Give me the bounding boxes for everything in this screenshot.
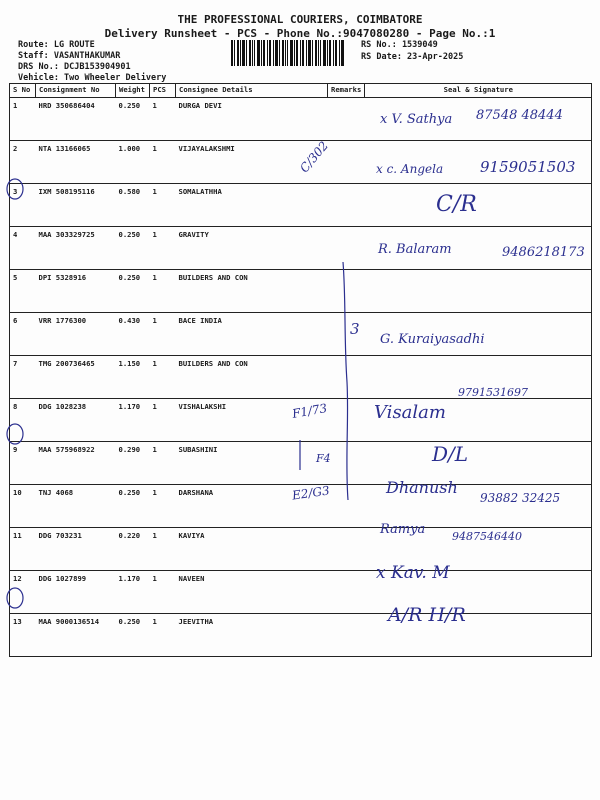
handwritten-remark-9: F4 [316,452,331,465]
cell-consignee: DURGA DEVI [176,98,328,141]
col-header-signature: Seal & Signature [365,84,592,98]
cell-consignment: TMG 200736465 [36,356,116,399]
cell-pcs: 1 [150,399,176,442]
cell-weight: 1.170 [116,399,150,442]
cell-consignee: GRAVITY [176,227,328,270]
cell-weight: 0.250 [116,98,150,141]
cell-consignment: DDG 1028238 [36,399,116,442]
col-header-pcs: PCS [150,84,176,98]
vehicle-label: Vehicle: Two Wheeler Delivery [18,73,167,83]
handwritten-phone-10: 93882 32425 [480,491,561,505]
handwritten-phone-2: 9159051503 [480,158,576,176]
cell-sno: 10 [10,485,36,528]
cell-sno: 13 [10,614,36,657]
cell-sno: 9 [10,442,36,485]
route-label: Route: LG ROUTE [18,40,95,50]
cell-consignee: SOMALATHHA [176,184,328,227]
handwritten-phone-8: 9791531697 [458,386,528,399]
handwritten-signature-11: Ramya [380,522,426,537]
cell-consignee: KAVIYA [176,528,328,571]
cell-weight: 1.000 [116,141,150,184]
cell-pcs: 1 [150,184,176,227]
cell-weight: 0.250 [116,614,150,657]
circle-mark-row-13 [7,588,23,608]
handwritten-phone-4: 9486218173 [502,245,585,260]
cell-sno: 1 [10,98,36,141]
runsheet-subtitle: Delivery Runsheet - PCS - Phone No.:9047080280 - Page No.:1 [104,27,496,40]
cell-pcs: 1 [150,485,176,528]
handwritten-signature-3: C/R [436,192,477,217]
staff-label: Staff: VASANTHAKUMAR [18,51,121,61]
cell-weight: 0.250 [116,227,150,270]
cell-weight: 1.170 [116,571,150,614]
col-header-sno: S No [10,84,36,98]
drs-label: DRS No.: DCJB153904901 [18,62,131,72]
cell-consignment: VRR 1776300 [36,313,116,356]
cell-pcs: 1 [150,227,176,270]
company-title: THE PROFESSIONAL COURIERS, COIMBATORE [177,13,423,26]
handwritten-remark-10: E2/G3 [291,483,331,503]
cell-consignment: TNJ 4068 [36,485,116,528]
handwritten-signature-6: G. Kuraiyasadhi [380,332,485,347]
handwritten-signature-12: x Kav. M [376,563,450,583]
cell-pcs: 1 [150,141,176,184]
handwritten-signature-10: Dhanush [386,478,458,497]
cell-consignee: VISHALAKSHI [176,399,328,442]
cell-consignment: DDG 1027899 [36,571,116,614]
cell-weight: 0.250 [116,270,150,313]
cell-sno: 7 [10,356,36,399]
cell-consignment: HRD 350686404 [36,98,116,141]
cell-sno: 2 [10,141,36,184]
cell-consignment: MAA 9000136514 [36,614,116,657]
cell-sno: 6 [10,313,36,356]
rs-number: RS No.: 1539049 [361,40,438,50]
handwritten-signature-13: A/R H/R [388,604,466,626]
cell-consignment: MAA 575968922 [36,442,116,485]
handwritten-phone-1: 87548 48444 [476,108,563,123]
cell-consignee: BACE INDIA [176,313,328,356]
cell-sno: 4 [10,227,36,270]
cell-sno: 8 [10,399,36,442]
cell-consignee: SUBASHINI [176,442,328,485]
cell-consignment: NTA 13166065 [36,141,116,184]
cell-weight: 0.250 [116,485,150,528]
cell-consignee: DARSHANA [176,485,328,528]
circle-mark-row-9 [7,424,23,444]
circle-mark-row-3 [7,179,23,199]
handwritten-remark-8: F1/73 [291,401,329,421]
cell-consignee: NAVEEN [176,571,328,614]
cell-consignee: JEEVITHA [176,614,328,657]
handwritten-remark-2: C/302 [297,138,332,176]
cell-pcs: 1 [150,313,176,356]
cell-weight: 0.580 [116,184,150,227]
cell-weight: 0.290 [116,442,150,485]
cell-weight: 0.430 [116,313,150,356]
handwritten-signature-1: x V. Sathya [380,112,453,127]
cell-weight: 1.150 [116,356,150,399]
cell-sno: 11 [10,528,36,571]
cell-pcs: 1 [150,356,176,399]
handwritten-signature-4: R. Balaram [378,242,452,257]
cell-pcs: 1 [150,571,176,614]
handwritten-signature-2: x c. Angela [376,162,444,176]
cell-sno: 3 [10,184,36,227]
cell-consignment: IXM 508195116 [36,184,116,227]
cell-sno: 5 [10,270,36,313]
cell-consignee: BUILDERS AND CON [176,356,328,399]
cell-pcs: 1 [150,528,176,571]
handwritten-signature-8: Visalam [374,402,446,423]
cell-consignee: BUILDERS AND CON [176,270,328,313]
cell-pcs: 1 [150,270,176,313]
cell-weight: 0.220 [116,528,150,571]
cell-pcs: 1 [150,614,176,657]
cell-pcs: 1 [150,442,176,485]
col-header-consignee: Consignee Details [176,84,328,98]
cell-pcs: 1 [150,98,176,141]
cell-sno: 12 [10,571,36,614]
pen-stroke-remarks [343,262,348,500]
col-header-weight: Weight [116,84,150,98]
cell-consignment: DDG 703231 [36,528,116,571]
handwritten-remark-6: 3 [350,320,360,338]
cell-consignment: DPI 5328916 [36,270,116,313]
handwritten-phone-11: 9487546440 [452,530,522,543]
col-header-remarks: Remarks [328,84,365,98]
cell-consignee: VIJAYALAKSHMI [176,141,328,184]
handwritten-signature-9: D/L [432,442,469,466]
cell-consignment: MAA 303329725 [36,227,116,270]
rs-date: RS Date: 23-Apr-2025 [361,52,464,62]
col-header-consignment: Consignment No [36,84,116,98]
